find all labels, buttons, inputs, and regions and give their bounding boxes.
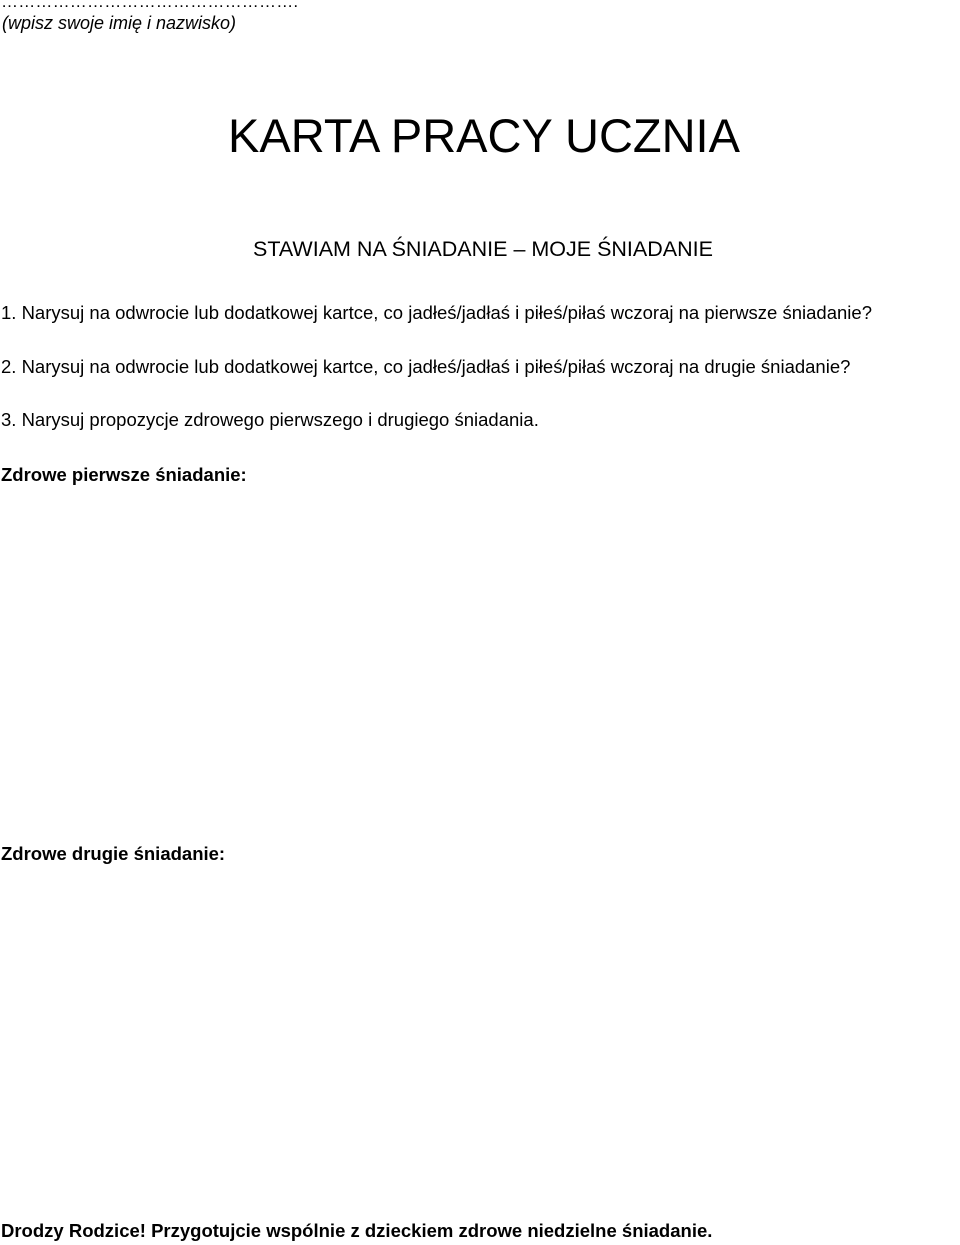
- question-2: 2. Narysuj na odwrocie lub dodatkowej kartce, co jadłeś/jadłaś i piłeś/piłaś wczoraj na drugie śniadanie?: [1, 356, 851, 377]
- first-breakfast-heading: Zdrowe pierwsze śniadanie:: [1, 464, 247, 485]
- parents-note: Drodzy Rodzice! Przygotujcie wspólnie z dzieckiem zdrowe niedzielne śniadanie.: [1, 1220, 713, 1241]
- second-breakfast-heading: Zdrowe drugie śniadanie:: [1, 843, 226, 864]
- name-hint: (wpisz swoje imię i nazwisko): [2, 13, 237, 33]
- page-title: KARTA PRACY UCZNIA: [228, 109, 740, 162]
- question-1: 1. Narysuj na odwrocie lub dodatkowej kartce, co jadłeś/jadłaś i piłeś/piłaś wczoraj na pierwsze śniadanie?: [1, 302, 872, 323]
- question-3: 3. Narysuj propozycje zdrowego pierwszego i drugiego śniadania.: [1, 409, 539, 430]
- page-subtitle: STAWIAM NA ŚNIADANIE – MOJE ŚNIADANIE: [253, 237, 713, 261]
- name-dotted-line: …………………………………………….: [1, 0, 299, 11]
